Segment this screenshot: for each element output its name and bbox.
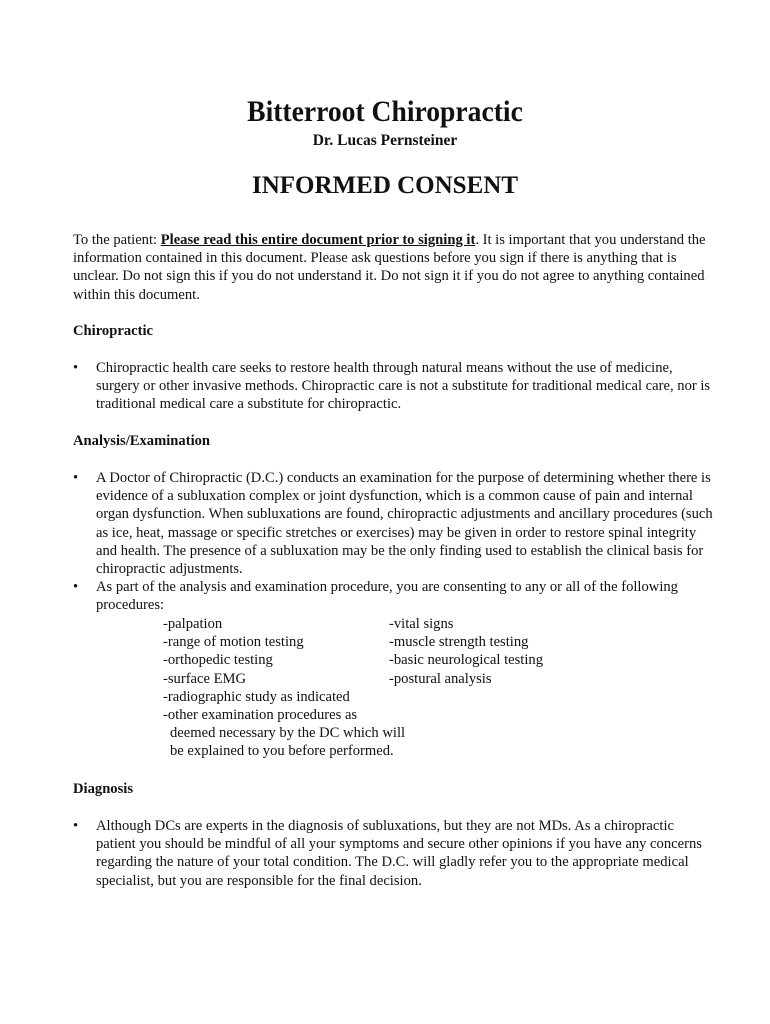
procedure-row [163, 706, 583, 724]
bullet-icon: • [73, 579, 79, 596]
procedure-item: -basic neurological testing [389, 652, 543, 669]
procedure-item: -range of motion testing [163, 634, 304, 651]
procedure-item: -orthopedic testing [163, 652, 273, 669]
procedure-item: -radiographic study as indicated [163, 688, 350, 705]
analysis-bullets [73, 469, 713, 615]
document-title: INFORMED CONSENT [252, 172, 518, 199]
bullet-text: As part of the analysis and examination procedure, you are consenting to any or all of the following procedures: [96, 579, 678, 614]
diagnosis-bullets [73, 817, 713, 890]
bullet-text: Although DCs are experts in the diagnosis of subluxations, but they are not MDs. As a chiropractic patient you should be mindful of all your symptoms and secure other opinions if you have any concerns regarding the nature of your total condition. The D.C. will gladly refer you to the appropriate medical specialist, but you are responsible for the final decision. [96, 818, 702, 889]
procedure-row [163, 633, 583, 651]
intro-rest: . It is important that you understand the information contained in this document. Please ask questions before you sign if there is anything that is unclear. Do not sign this if you do not understand it. Do not sign it if you do not agree to anything contained within this document. [73, 232, 706, 303]
list-item [73, 469, 713, 578]
bullet-icon: • [73, 470, 79, 486]
procedure-continuation: be explained to you before performed. [170, 743, 394, 760]
doctor-name: Dr. Lucas Pernsteiner [312, 132, 458, 149]
procedure-row [163, 615, 583, 633]
procedure-item: -postural analysis [389, 670, 492, 687]
procedure-item: -surface EMG [163, 670, 247, 687]
procedure-item: -palpation [163, 616, 223, 632]
bullet-icon: • [73, 818, 79, 834]
procedure-item: -other examination procedures as [163, 706, 358, 723]
intro-paragraph [73, 231, 713, 304]
bullet-text: Chiropractic health care seeks to restore health through natural means without the use of medicine, surgery or other invasive methods. Chiropractic care is not a substitute for traditional medical care, nor is traditional medical care a substitute for chiropractic. [96, 360, 711, 413]
bullet-icon: • [73, 360, 79, 376]
procedure-row [163, 688, 583, 706]
chiropractic-bullets [73, 359, 713, 414]
list-item [73, 817, 713, 890]
procedure-item: -muscle strength testing [389, 634, 529, 651]
section-heading-analysis: Analysis/Examination [73, 433, 211, 449]
intro-lead: To the patient: [73, 232, 161, 248]
list-item [73, 578, 713, 614]
procedure-item: -vital signs [389, 616, 454, 632]
bullet-text: A Doctor of Chiropractic (D.C.) conducts an examination for the purpose of determining whether there is evidence of a subluxation complex or joint dysfunction, which is a common cause of pain and internal organ dysfunction. When subluxations are found, chiropractic adjustments and ancillary procedures (such as ice, heat, massage or specific stretches or exercises) may be given in order to restore spinal integrity and health. The presence of a subluxation may be the only finding used to establish the clinical basis for chiropractic adjustments. [96, 470, 713, 578]
procedure-row [163, 670, 583, 688]
procedure-list [163, 615, 583, 761]
practice-name: Bitterroot Chiropractic [247, 95, 523, 128]
procedure-continuation: deemed necessary by the DC which will [170, 725, 406, 742]
intro-emphasis: Please read this entire document prior to signing it [160, 232, 476, 248]
section-heading-chiropractic: Chiropractic [73, 323, 153, 339]
list-item [73, 359, 713, 414]
procedure-row [163, 651, 583, 669]
section-heading-diagnosis: Diagnosis [73, 781, 134, 797]
